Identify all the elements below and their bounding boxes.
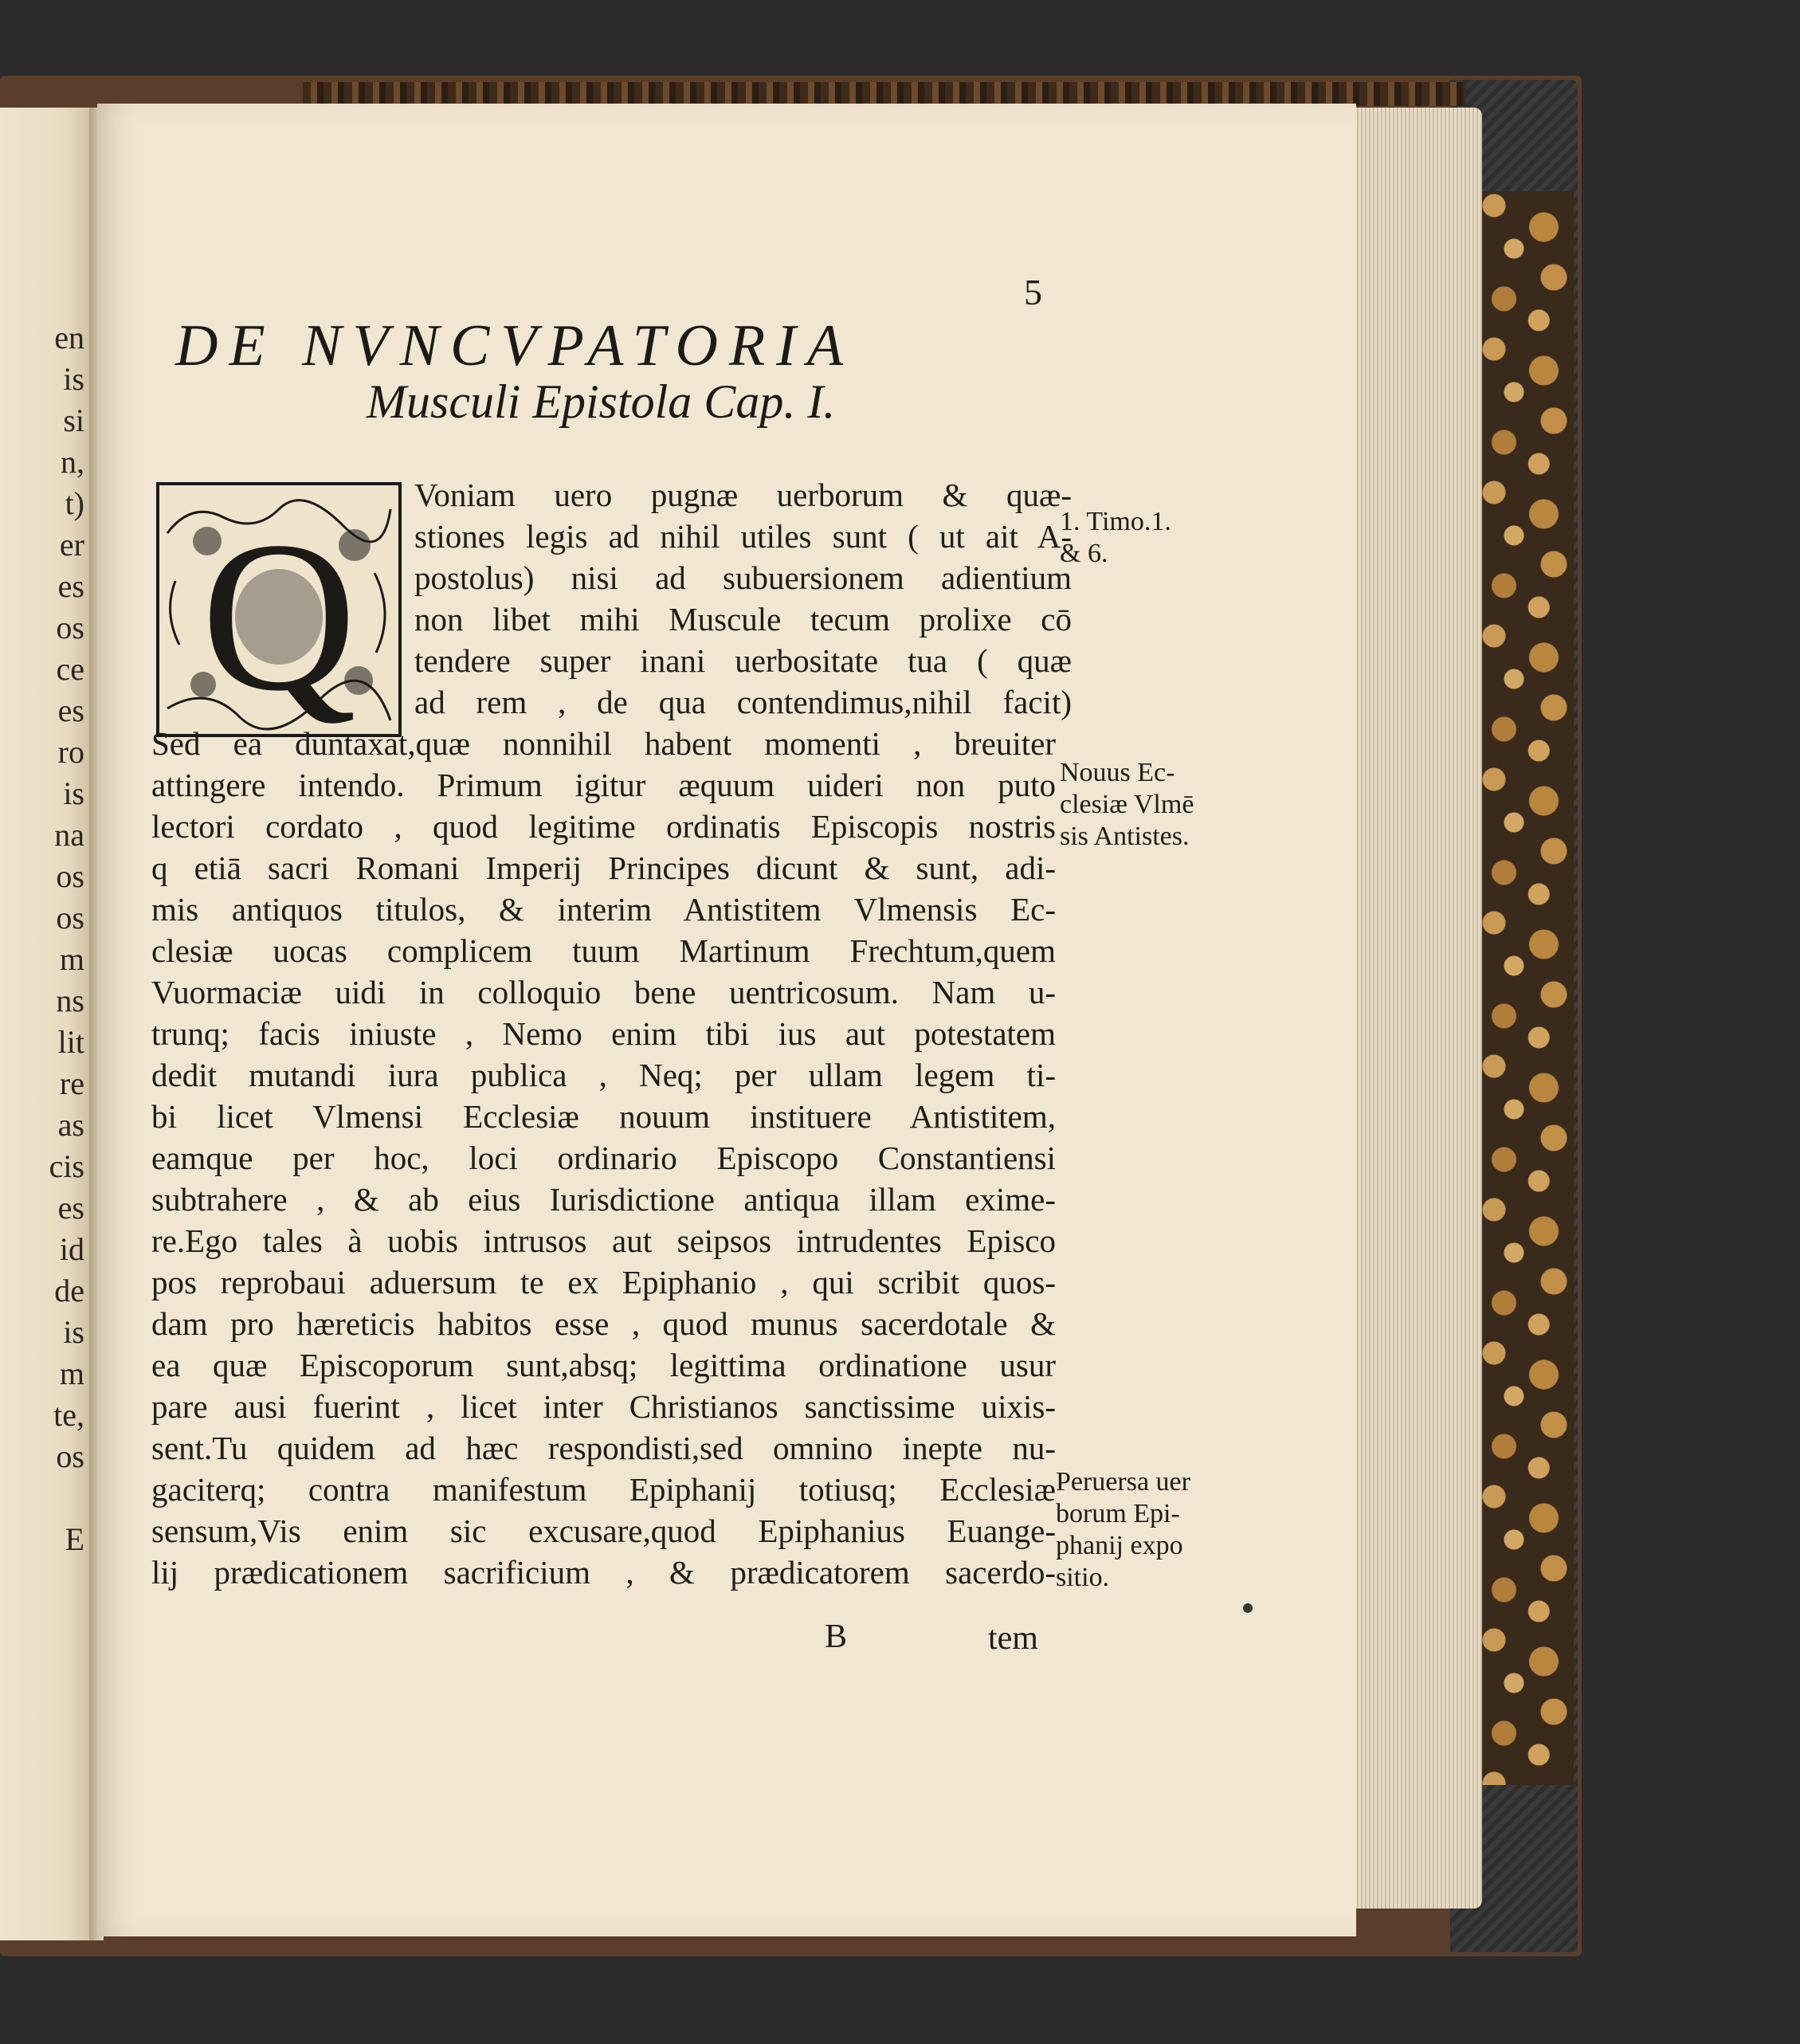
marbled-edge-top — [303, 82, 1466, 106]
text-line: eamque per hoc, loci ordinario Episcopo Constantiensi — [151, 1140, 1056, 1176]
text-line: subtrahere , & ab eius Iurisdictione antiqua illam exime- — [151, 1181, 1056, 1218]
page-stack-edges — [1355, 108, 1482, 1909]
text-line: pos reprobaui aduersum te ex Epiphanio , qui scribit quos- — [151, 1264, 1056, 1301]
marginal-note-line: clesiæ Vlmē — [1060, 790, 1194, 819]
left-page-fragment: es — [57, 568, 84, 604]
text-line: clesiæ uocas complicem tuum Martinum Frechtum,quem — [151, 932, 1056, 969]
text-line: pare ausi fuerint , licet inter Christianos sanctissime uixis- — [151, 1388, 1056, 1425]
left-page-fragment: es — [57, 1190, 84, 1226]
text-line: attingere intendo. Primum igitur æquum uideri non puto — [151, 767, 1056, 803]
text-line: Voniam uero pugnæ uerborum & quæ- — [414, 477, 1072, 513]
initial-letter: Q — [201, 497, 357, 734]
text-line: non libet mihi Muscule tecum prolixe cō — [414, 601, 1072, 638]
left-page-fragment: es — [57, 692, 84, 728]
ink-spot — [1243, 1603, 1253, 1613]
left-page-fragment: E — [65, 1521, 84, 1557]
text-line: ad rem , de qua contendimus,nihil facit) — [414, 684, 1072, 720]
left-page-fragment: is — [63, 1314, 84, 1350]
page-number: 5 — [1024, 272, 1042, 312]
left-page-fragment: os — [56, 900, 84, 936]
text-line: lectori cordato , quod legitime ordinatis Episcopis nostris — [151, 808, 1056, 845]
catchword: tem — [988, 1620, 1038, 1657]
text-line: tendere super inani uerbositate tua ( quæ — [414, 642, 1072, 679]
left-page-fragment: t) — [65, 485, 84, 521]
left-page-fragment: en — [54, 320, 84, 355]
marginal-note-line: phanij expo — [1056, 1531, 1183, 1560]
text-line: ea quæ Episcoporum sunt,absq; legittima ordinatione usur — [151, 1347, 1056, 1383]
marginal-note-line: Peruersa uer — [1056, 1467, 1190, 1497]
marginal-note-line: sis Antistes. — [1060, 822, 1190, 851]
left-page-fragment: is — [63, 775, 84, 811]
marginal-note-line: borum Epi- — [1056, 1499, 1180, 1528]
chapter-title-line2: Musculi Epistola Cap. I. — [367, 375, 836, 428]
left-page-fragments — [2, 319, 89, 1562]
left-page-fragment: id — [59, 1231, 84, 1267]
left-page-fragment: is — [63, 361, 84, 397]
marbled-board — [1474, 191, 1574, 1785]
text-line: Sed ea duntaxat,quæ nonnihil habent momenti , breuiter — [151, 725, 1056, 762]
text-line: postolus) nisi ad subuersionem adientium — [414, 559, 1072, 596]
left-page-fragment: os — [56, 858, 84, 894]
text-line: trunq; facis iniuste , Nemo enim tibi ius aut potestatem — [151, 1015, 1056, 1052]
left-page-fragment: si — [63, 402, 84, 438]
chapter-title-line1: DE NVNCVPATORIA — [175, 313, 855, 379]
text-line: stiones legis ad nihil utiles sunt ( ut ait A- — [414, 518, 1072, 555]
text-line: Vuormaciæ uidi in colloquio bene uentricosum. Nam u- — [151, 974, 1056, 1010]
text-line: gaciterq; contra manifestum Epiphanij totiusq; Ecclesiæ — [151, 1471, 1056, 1508]
left-page-fragment: m — [59, 1355, 84, 1391]
marginal-note-line: 1. Timo.1. — [1060, 507, 1171, 536]
text-line: dam pro hæreticis habitos esse , quod munus sacerdotale & — [151, 1305, 1056, 1342]
left-page-fragment: te, — [53, 1397, 84, 1433]
left-page-fragment: na — [54, 817, 84, 853]
left-page-fragment: lit — [57, 1024, 84, 1060]
decorated-initial — [156, 482, 402, 737]
left-page-fragment: as — [57, 1107, 84, 1143]
left-page-fragment: os — [56, 1438, 84, 1474]
left-page-fragment: ro — [57, 734, 84, 770]
left-page-fragment — [2, 1479, 89, 1520]
left-page-fragment: er — [59, 527, 84, 563]
marginal-note-line: & 6. — [1060, 539, 1108, 568]
text-line: dedit mutandi iura publica , Neq; per ullam legem ti- — [151, 1057, 1056, 1093]
text-line: bi licet Vlmensi Ecclesiæ nouum instituere Antistitem, — [151, 1098, 1056, 1135]
signature-mark: B — [825, 1618, 848, 1655]
left-page-fragment: n, — [61, 444, 84, 480]
text-line: mis antiquos titulos, & interim Antistitem Vlmensis Ec- — [151, 891, 1056, 928]
left-page-fragment: de — [54, 1273, 84, 1308]
left-page-fragment: cis — [49, 1148, 84, 1184]
left-page — [0, 108, 94, 1940]
marginal-note-line: sitio. — [1056, 1563, 1110, 1592]
left-page-fragment: m — [59, 941, 84, 977]
text-line: q etiā sacri Romani Imperij Principes dicunt & sunt, adi- — [151, 849, 1056, 886]
text-line: lij prædicationem sacrificium , & prædicatorem sacerdo- — [151, 1554, 1056, 1591]
text-line: sent.Tu quidem ad hæc respondisti,sed omnino inepte nu- — [151, 1430, 1056, 1466]
left-page-fragment: re — [59, 1065, 84, 1101]
left-page-fragment: ns — [56, 983, 84, 1018]
left-page-fragment: ce — [56, 651, 84, 687]
text-line: re.Ego tales à uobis intrusos aut seipsos intrudentes Episco — [151, 1222, 1056, 1259]
text-line: sensum,Vis enim sic excusare,quod Epiphanius Euange- — [151, 1512, 1056, 1549]
left-page-fragment: os — [56, 610, 84, 645]
woodcut-initial-icon — [159, 485, 398, 734]
marginal-note-line: Nouus Ec- — [1060, 758, 1175, 787]
